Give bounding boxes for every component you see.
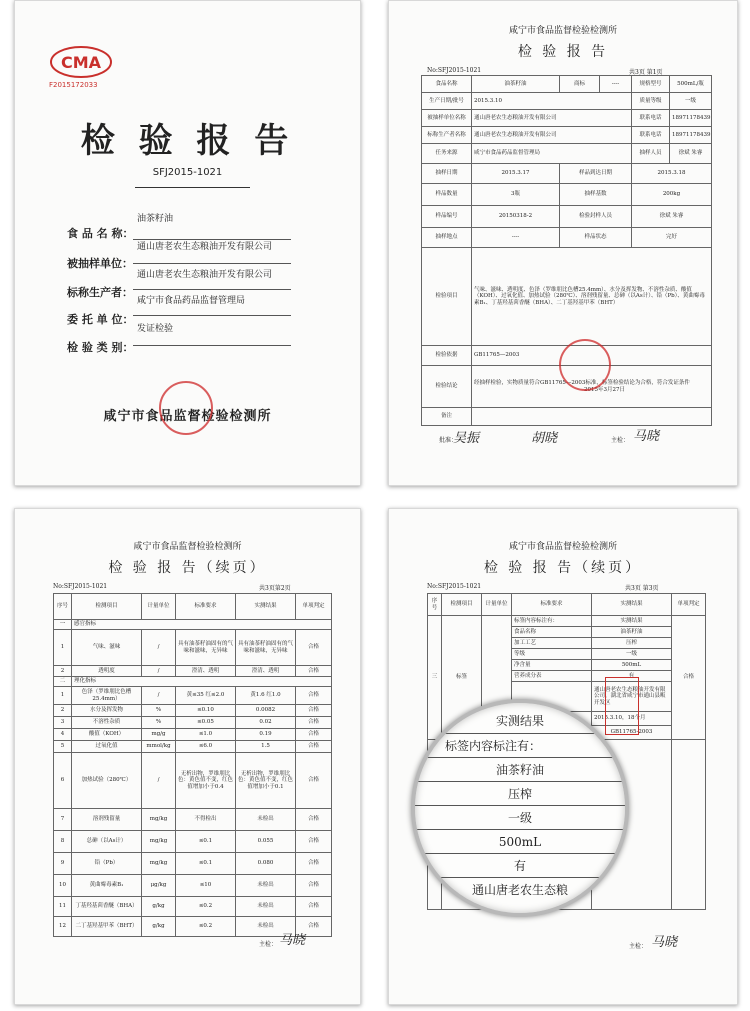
cell: 三 [428, 616, 442, 740]
cell: 12 [54, 917, 72, 937]
official-seal [559, 339, 611, 391]
report-number: No:SFJ2015-1021 [427, 583, 482, 590]
cell: 500mL [592, 660, 672, 671]
sampled-unit-value: 通山唐老农生态粮油开发有限公司 [137, 242, 273, 252]
food-name-label: 食 品 名 称： [67, 227, 134, 240]
page-title: 检 验 报 告（续页） [483, 560, 643, 576]
page-org: 咸宁市食品监督检验检测所 [508, 542, 617, 552]
main-check-label: 主检： [611, 437, 630, 444]
cell: 食品名称 [422, 76, 472, 93]
cell: 通山唐老农生态粮油开发有限公司，湖北省咸宁市通山县畈开发区 [592, 682, 672, 712]
cell: 有 [592, 671, 672, 682]
divider [133, 315, 291, 316]
cell: 通山唐老农生态粮油开发有限公司 [472, 127, 632, 144]
cell: ---- [600, 76, 632, 93]
header-cell: 计量单位 [142, 594, 176, 620]
category-label: 检 验 类 别： [67, 341, 134, 354]
basis: GB11765—2003 [472, 346, 712, 366]
cell: 联系电话 [632, 110, 670, 127]
header-cell: 实测结果 [236, 594, 296, 620]
cell: mg/kg [142, 853, 176, 875]
cell: / [142, 666, 176, 677]
cell: 完好 [632, 228, 712, 248]
cell: 11 [54, 897, 72, 917]
cell: 500mL/瓶 [670, 76, 712, 93]
cell: 2 [54, 705, 72, 717]
cell: μg/kg [142, 875, 176, 897]
cell: 油茶籽油 [592, 627, 672, 638]
cell: ---- [472, 228, 560, 248]
cell: 一级 [592, 649, 672, 660]
cell: 合格 [296, 687, 332, 705]
cell: 商标 [560, 76, 600, 93]
divider [133, 289, 291, 290]
cell: 备注 [422, 408, 472, 426]
cell: 0.080 [236, 853, 296, 875]
cell: 2015.3.18 [632, 164, 712, 184]
cell: 澄清、透明 [236, 666, 296, 677]
cell: 任务来源 [422, 144, 472, 164]
header-cell: 标准要求 [512, 594, 592, 616]
cell: ≤1.0 [176, 729, 236, 741]
cell: 压榨 [592, 638, 672, 649]
cell: 抽样基数 [560, 184, 632, 206]
cell: 过氧化值 [72, 741, 142, 753]
header-cell: 检测项目 [72, 594, 142, 620]
cell: 2 [54, 666, 72, 677]
mag-row: 通山唐老农生态粮 [415, 877, 625, 902]
cell: % [142, 717, 176, 729]
cell: 1.5 [236, 741, 296, 753]
cell: 10 [54, 875, 72, 897]
cell: 样品状态 [560, 228, 632, 248]
cell: 黄≤35 红≤2.0 [176, 687, 236, 705]
cell: 二 [54, 677, 72, 687]
cell: 标签内容标注有： [512, 616, 592, 627]
cell: 检验封样人员 [560, 206, 632, 228]
cell: 8 [54, 831, 72, 853]
mag-row: 有 [415, 853, 625, 878]
cell: 澄清、透明 [176, 666, 236, 677]
approver-signature: 吴振 [453, 431, 480, 446]
cell: 标签 [442, 616, 482, 740]
cell: 合格 [296, 630, 332, 666]
report-page-1 [388, 0, 738, 486]
cell: 生产日期/批号 [422, 93, 472, 110]
cell: 加工工艺 [512, 638, 592, 649]
items-text: 气味、滋味、透明度、色泽（罗维朋比色槽25.4mm）、水分及挥发物、不溶性杂质、酸值（KOH）、过氧化值、加热试验（280℃）、溶剂残留量、总砷（以As计）、铅（Pb）、黄曲霉毒素B₁、丁基羟基茴香醚（BHA）、二丁基羟基甲苯（BHT） [472, 248, 712, 346]
page-number: 共3页第2页 [259, 585, 291, 592]
cell: 18971178439 [670, 110, 712, 127]
page-org: 咸宁市食品监督检验检测所 [508, 26, 617, 36]
cell: 未检出 [236, 875, 296, 897]
cell: 通山唐老农生态粮油开发有限公司 [472, 110, 632, 127]
report-page-2 [14, 508, 361, 1005]
mag-row: 压榨 [415, 781, 625, 806]
cell: GB11765-2003 [592, 726, 672, 740]
cell: 不溶性杂质 [72, 717, 142, 729]
cell: 铅（Pb） [72, 853, 142, 875]
cell: 合格 [296, 666, 332, 677]
cell [472, 408, 712, 426]
cell: 检验结论 [422, 366, 472, 408]
page-number: 共3页 第1页 [629, 69, 663, 76]
cell: 0.19 [236, 729, 296, 741]
conclusion-text: 经抽样检验，实物质量符合GB11765—2003标准，标签检验结论为合格，符合发证条件 [474, 379, 690, 386]
page-title: 检 验 报 告 [517, 44, 609, 60]
cell: 等级 [512, 649, 592, 660]
cell: 合格 [296, 729, 332, 741]
cell: mg/kg [142, 809, 176, 831]
cell: ≤10 [176, 875, 236, 897]
cover-title: 检 验 报 告 [80, 121, 295, 161]
cell: 7 [54, 809, 72, 831]
cell: 未检出 [236, 897, 296, 917]
cell: 不得检出 [176, 809, 236, 831]
cell: 合格 [672, 616, 706, 740]
cell: 二丁基羟基甲苯（BHT） [72, 917, 142, 937]
header-cell: 检测项目 [442, 594, 482, 616]
cell: 黄曲霉毒素B₁ [72, 875, 142, 897]
cell: 色泽（罗维朋比色槽25.4mm） [72, 687, 142, 705]
mag-row: 实测结果 [495, 714, 544, 728]
cell: 样品数量 [422, 184, 472, 206]
cell: 联系电话 [632, 127, 670, 144]
header-cell: 序号 [428, 594, 442, 616]
main-check-label: 主检： [259, 941, 278, 948]
cell: 溶剂残留量 [72, 809, 142, 831]
mag-row: 500mL [415, 829, 625, 854]
cell: 透明度 [72, 666, 142, 677]
cell: % [142, 705, 176, 717]
cma-code: F2015172033 [49, 81, 98, 89]
conclusion-date: 2015年3月27日 [584, 386, 625, 393]
divider [133, 263, 291, 264]
page-title: 检 验 报 告（续页） [108, 560, 267, 576]
cell: 感官指标 [72, 620, 332, 630]
cell: 实测结果 [592, 616, 672, 627]
cell: 2015.3.10 [472, 93, 632, 110]
cell: mg/g [142, 729, 176, 741]
main-check-label: 主检： [629, 943, 648, 950]
checker-signature: 马晓 [279, 933, 306, 948]
cell: 总砷（以As计） [72, 831, 142, 853]
cell: 具有油茶籽油固有的气味和滋味，无异味 [236, 630, 296, 666]
header-cell: 单项判定 [672, 594, 706, 616]
cell: mg/kg [142, 831, 176, 853]
cell: 具有油茶籽油固有的气味和滋味，无异味 [176, 630, 236, 666]
cell: 抽样日期 [422, 164, 472, 184]
cell: 200kg [632, 184, 712, 206]
cell: 合格 [296, 875, 332, 897]
cell: 1 [54, 687, 72, 705]
report-number: No:SFJ2015-1021 [427, 67, 482, 74]
report-number: No:SFJ2015-1021 [53, 583, 108, 590]
results-table [53, 593, 332, 937]
official-seal [159, 381, 213, 435]
cell: mmol/kg [142, 741, 176, 753]
cell: 气味、滋味 [72, 630, 142, 666]
cell: 丁基羟基茴香醚（BHA） [72, 897, 142, 917]
cell: g/kg [142, 897, 176, 917]
cell: 合格 [296, 741, 332, 753]
page-number: 共3页 第3页 [625, 585, 659, 592]
report-number: SFJ2015-1021 [152, 167, 223, 178]
issuing-org: 咸宁市食品监督检验检测所 [103, 409, 272, 424]
cell: 检验依据 [422, 346, 472, 366]
reviewer-signature: 胡晓 [531, 431, 558, 446]
header-cell: 计量单位 [482, 594, 512, 616]
cell: 一 [54, 620, 72, 630]
cell: / [142, 630, 176, 666]
cell: 合格 [296, 705, 332, 717]
cell: 合格 [296, 753, 332, 809]
cell: ≤0.05 [176, 717, 236, 729]
cell: ≤0.1 [176, 853, 236, 875]
cell: ≤0.2 [176, 897, 236, 917]
cell: 合格 [296, 809, 332, 831]
cell: 3 [54, 717, 72, 729]
cell [672, 740, 706, 910]
cell: 水分及挥发物 [72, 705, 142, 717]
cell: 6 [54, 753, 72, 809]
cell: 营养成分表 [512, 671, 592, 682]
cell: 加热试验（280℃） [72, 753, 142, 809]
cell: 1 [54, 630, 72, 666]
mag-row: 油茶籽油 [415, 757, 625, 782]
cell: 合格 [296, 917, 332, 937]
cell: 9 [54, 853, 72, 875]
page-org: 咸宁市食品监督检验检测所 [133, 542, 242, 552]
producer-label: 标称生产者： [67, 286, 133, 299]
cell: 徐斌 朱睿 [670, 144, 712, 164]
cell: 2015.3.17 [472, 164, 560, 184]
approve-label: 批准： [439, 437, 458, 444]
cell: 一级 [670, 93, 712, 110]
svg-text:CMA: CMA [60, 53, 102, 72]
category-value: 发证检验 [137, 324, 174, 334]
cell: 0.055 [236, 831, 296, 853]
cell: 3瓶 [472, 184, 560, 206]
cell: 抽样地点 [422, 228, 472, 248]
sampled-unit-label: 被抽样单位： [67, 257, 133, 270]
cell: 样品到达日期 [560, 164, 632, 184]
divider [133, 345, 291, 346]
header-cell: 实测结果 [592, 594, 672, 616]
client-label: 委 托 单 位： [67, 313, 134, 326]
cell: 合格 [296, 897, 332, 917]
cell: 样品编号 [422, 206, 472, 228]
cell: 无析出物，罗维朋比色：黄色值不变，红色值增加小于0.4 [176, 753, 236, 809]
cell: 净含量 [512, 660, 592, 671]
producer-value: 通山唐老农生态粮油开发有限公司 [137, 270, 273, 280]
cell: ≤6.0 [176, 741, 236, 753]
cell: 规格型号 [632, 76, 670, 93]
cell: 酸值（KOH） [72, 729, 142, 741]
cell: ≤0.1 [176, 831, 236, 853]
cell: 合格 [296, 853, 332, 875]
cell: 0.0082 [236, 705, 296, 717]
cell: / [142, 687, 176, 705]
cell: 食品名称 [512, 627, 592, 638]
cell: ≤0.2 [176, 917, 236, 937]
cell: 5 [54, 741, 72, 753]
cell: 标称生产者名称 [422, 127, 472, 144]
cell: 徐斌 朱睿 [632, 206, 712, 228]
client-value: 咸宁市食品药品监督管理局 [137, 296, 246, 306]
cell: 黄1.6 红1.0 [236, 687, 296, 705]
cell: / [142, 753, 176, 809]
cell: 抽样人员 [632, 144, 670, 164]
cell: 咸宁市食品药品监督管理局 [472, 144, 632, 164]
header-cell: 序号 [54, 594, 72, 620]
checker-signature: 马晓 [651, 935, 678, 950]
cell: 合格 [296, 831, 332, 853]
cell: 4 [54, 729, 72, 741]
cell: 0.02 [236, 717, 296, 729]
mag-row: 一级 [415, 805, 625, 830]
cell: ≤0.10 [176, 705, 236, 717]
cma-logo-icon [49, 45, 113, 79]
cell: 未检出 [236, 917, 296, 937]
cell: 18971178439 [670, 127, 712, 144]
cell: 2015.3.10，18个月 [592, 712, 672, 726]
magnifier-lens [411, 699, 629, 917]
cell: 理化指标 [72, 677, 332, 687]
header-cell: 单项判定 [296, 594, 332, 620]
header-cell: 标准要求 [176, 594, 236, 620]
cell: 20150318-2 [472, 206, 560, 228]
divider [135, 187, 250, 188]
checker-signature: 马晓 [633, 429, 660, 444]
cell: 无析出物，罗维朋比色：黄色值不变，红色值增加小于0.1 [236, 753, 296, 809]
cell: g/kg [142, 917, 176, 937]
cell: 质量等级 [632, 93, 670, 110]
cell: 被抽样单位名称 [422, 110, 472, 127]
cover-page [14, 0, 361, 486]
cell: 合格 [296, 717, 332, 729]
mag-row: 标签内容标注有： [415, 733, 625, 758]
cell: 检验项目 [422, 248, 472, 346]
cell: 油茶籽油 [472, 76, 560, 93]
cell: 未检出 [236, 809, 296, 831]
report-page-3 [388, 508, 738, 1005]
food-name-value: 油茶籽油 [137, 214, 174, 224]
